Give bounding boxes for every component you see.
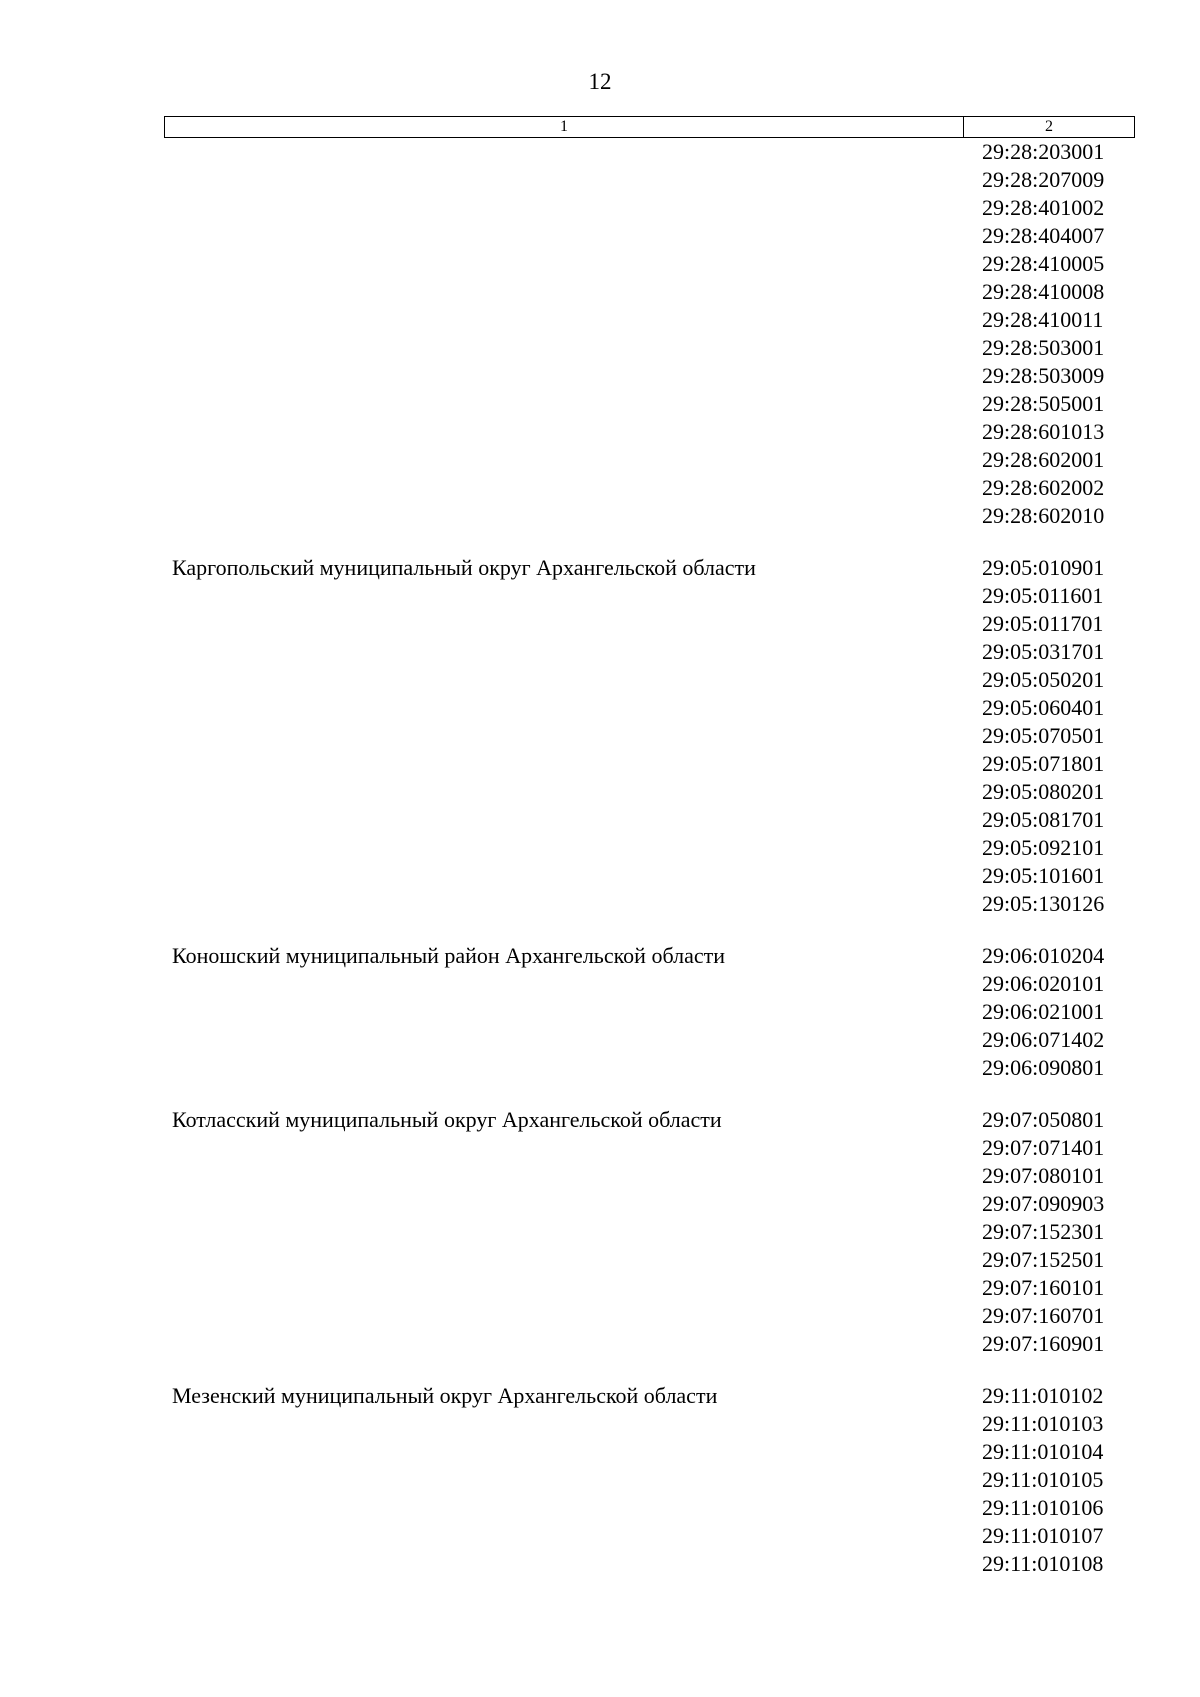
cadastral-codes — [982, 138, 1135, 530]
cadastral-codes — [982, 1106, 1135, 1358]
column-1-header: 1 — [165, 117, 964, 137]
cadastral-codes — [982, 1382, 1135, 1578]
cadastral-code: 29:28:203001 — [982, 139, 1105, 164]
cadastral-code: 29:28:503001 — [982, 335, 1105, 360]
page-number: 12 — [588, 69, 612, 94]
cadastral-code: 29:11:010105 — [982, 1467, 1104, 1492]
table-body — [164, 138, 1135, 1578]
cadastral-code: 29:05:080201 — [982, 779, 1105, 804]
cadastral-code: 29:06:071402 — [982, 1027, 1105, 1052]
cadastral-code: 29:11:010104 — [982, 1439, 1104, 1464]
cadastral-code: 29:06:020101 — [982, 971, 1105, 996]
cadastral-code: 29:05:050201 — [982, 667, 1105, 692]
cadastral-code: 29:28:404007 — [982, 223, 1105, 248]
cadastral-code: 29:06:090801 — [982, 1055, 1105, 1080]
cadastral-code: 29:28:602002 — [982, 475, 1105, 500]
cadastral-code: 29:07:160901 — [982, 1331, 1105, 1356]
cadastral-code: 29:11:010102 — [982, 1383, 1104, 1408]
cadastral-code: 29:28:503009 — [982, 363, 1105, 388]
cadastral-codes — [982, 942, 1135, 1082]
municipality-name: Каргопольский муниципальный округ Архангельской области — [172, 555, 756, 580]
cadastral-code: 29:28:601013 — [982, 419, 1105, 444]
municipality-name — [164, 138, 982, 530]
cadastral-code: 29:05:010901 — [982, 555, 1105, 580]
cadastral-codes — [982, 554, 1135, 918]
municipality-name: Котласский муниципальный округ Архангельской области — [172, 1107, 722, 1132]
table-row — [164, 1106, 1135, 1358]
table-row — [164, 138, 1135, 530]
cadastral-code: 29:28:410005 — [982, 251, 1105, 276]
cadastral-code: 29:07:090903 — [982, 1191, 1105, 1216]
column-2-header: 2 — [1045, 118, 1053, 135]
cadastral-code: 29:05:011601 — [982, 583, 1104, 608]
cadastral-code: 29:28:602001 — [982, 447, 1105, 472]
cadastral-code: 29:05:101601 — [982, 863, 1105, 888]
cadastral-code: 29:05:031701 — [982, 639, 1105, 664]
table-column-header — [164, 116, 1135, 138]
municipality-name: Коношский муниципальный район Архангельской области — [172, 943, 725, 968]
cadastral-code: 29:05:060401 — [982, 695, 1105, 720]
cadastral-code: 29:07:152501 — [982, 1247, 1105, 1272]
cadastral-code: 29:11:010107 — [982, 1523, 1104, 1548]
cadastral-code: 29:05:070501 — [982, 723, 1105, 748]
cadastral-code: 29:05:081701 — [982, 807, 1105, 832]
cadastral-code: 29:28:207009 — [982, 167, 1105, 192]
cadastral-code: 29:28:401002 — [982, 195, 1105, 220]
cadastral-code: 29:05:130126 — [982, 891, 1105, 916]
cadastral-code: 29:07:071401 — [982, 1135, 1105, 1160]
cadastral-code: 29:05:092101 — [982, 835, 1105, 860]
table-row — [164, 942, 1135, 1082]
cadastral-code: 29:06:010204 — [982, 943, 1105, 968]
cadastral-code: 29:11:010108 — [982, 1551, 1104, 1576]
cadastral-code: 29:05:011701 — [982, 611, 1104, 636]
table-row — [164, 554, 1135, 918]
cadastral-code: 29:06:021001 — [982, 999, 1105, 1024]
cadastral-code: 29:07:160101 — [982, 1275, 1105, 1300]
cadastral-code: 29:28:602010 — [982, 503, 1105, 528]
cadastral-code: 29:28:410008 — [982, 279, 1105, 304]
table-row — [164, 1382, 1135, 1578]
cadastral-code: 29:11:010103 — [982, 1411, 1104, 1436]
cadastral-code: 29:07:050801 — [982, 1107, 1105, 1132]
cadastral-code: 29:07:080101 — [982, 1163, 1105, 1188]
cadastral-code: 29:28:505001 — [982, 391, 1105, 416]
cadastral-code: 29:07:160701 — [982, 1303, 1105, 1328]
cadastral-code: 29:28:410011 — [982, 307, 1104, 332]
cadastral-code: 29:11:010106 — [982, 1495, 1104, 1520]
cadastral-code: 29:07:152301 — [982, 1219, 1105, 1244]
cadastral-code: 29:05:071801 — [982, 751, 1105, 776]
municipality-name: Мезенский муниципальный округ Архангельской области — [172, 1383, 718, 1408]
